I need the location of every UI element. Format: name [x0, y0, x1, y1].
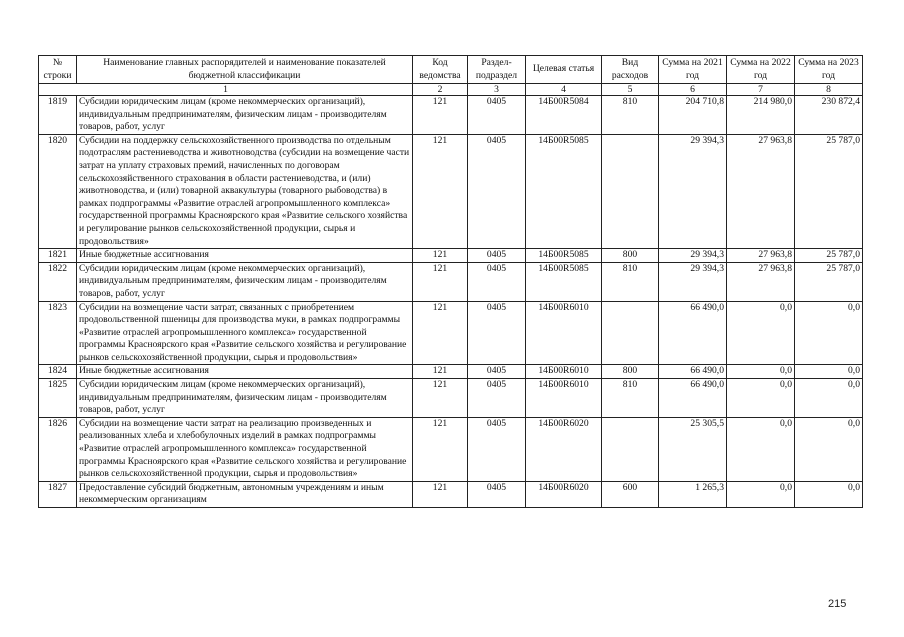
header-target: Целевая статья	[526, 56, 602, 84]
row-number: 1820	[39, 134, 77, 248]
row-sum-2021: 1 265,3	[659, 481, 727, 507]
row-dept-code: 121	[413, 417, 468, 481]
row-exptype: 810	[602, 379, 659, 418]
header-row	[39, 56, 863, 84]
row-dept-code: 121	[413, 379, 468, 418]
row-target: 14Б00R5084	[526, 96, 602, 135]
row-section: 0405	[468, 134, 526, 248]
row-name: Иные бюджетные ассигнования	[77, 249, 413, 263]
row-number: 1819	[39, 96, 77, 135]
colnum-8: 8	[795, 84, 863, 96]
row-exptype: 800	[602, 249, 659, 263]
row-name: Субсидии на возмещение части затрат на реализацию произведенных и реализованных хлеба и хлебобулочных изделий в рамках подпрограммы «Развитие отраслей агропромышленного комплекса» государственной программы Красноярского края «Развитие сельского хозяйства и регулирование рынков сельскохозяйственной продукции, сырья и продовольствия»	[77, 417, 413, 481]
row-target: 14Б00R5085	[526, 134, 602, 248]
row-number: 1826	[39, 417, 77, 481]
row-sum-2023: 0,0	[795, 301, 863, 365]
colnum-7: 7	[727, 84, 795, 96]
row-target: 14Б00R5085	[526, 262, 602, 301]
row-sum-2022: 27 963,8	[727, 134, 795, 248]
row-dept-code: 121	[413, 301, 468, 365]
row-section: 0405	[468, 96, 526, 135]
row-target: 14Б00R5085	[526, 249, 602, 263]
table-row	[39, 365, 863, 379]
header-sum-2021: Сумма на 2021 год	[659, 56, 727, 84]
row-sum-2023: 25 787,0	[795, 134, 863, 248]
row-name: Субсидии юридическим лицам (кроме некоммерческих организаций), индивидуальным предпринимателям, физическим лицам - производителям товаров, работ, услуг	[77, 96, 413, 135]
row-number: 1824	[39, 365, 77, 379]
row-exptype	[602, 417, 659, 481]
colnum-6: 6	[659, 84, 727, 96]
table-row	[39, 379, 863, 418]
row-target: 14Б00R6020	[526, 481, 602, 507]
row-dept-code: 121	[413, 365, 468, 379]
table-row	[39, 262, 863, 301]
row-section: 0405	[468, 379, 526, 418]
row-sum-2022: 0,0	[727, 379, 795, 418]
row-sum-2021: 66 490,0	[659, 301, 727, 365]
row-exptype: 600	[602, 481, 659, 507]
row-sum-2021: 66 490,0	[659, 379, 727, 418]
table-row	[39, 249, 863, 263]
row-sum-2021: 29 394,3	[659, 262, 727, 301]
row-section: 0405	[468, 262, 526, 301]
page-number: 215	[828, 598, 847, 610]
row-sum-2021: 29 394,3	[659, 249, 727, 263]
row-sum-2023: 25 787,0	[795, 262, 863, 301]
row-number: 1822	[39, 262, 77, 301]
row-sum-2021: 66 490,0	[659, 365, 727, 379]
table-row	[39, 417, 863, 481]
row-exptype: 810	[602, 96, 659, 135]
colnum-1: 1	[39, 84, 413, 96]
row-sum-2023: 25 787,0	[795, 249, 863, 263]
row-sum-2023: 0,0	[795, 417, 863, 481]
row-section: 0405	[468, 481, 526, 507]
row-exptype: 800	[602, 365, 659, 379]
row-name: Субсидии на поддержку сельскохозяйственного производства по отдельным подотраслям растениеводства и животноводства (субсидии на возмещение части затрат на уплату страховых премий, начисленных по договорам сельскохозяйственного страхования в области растениеводства, и (или) животноводства, и (или) товарной аквакультуры (товарного рыбоводства) в рамках подпрограммы «Развитие отраслей агропромышленного комплекса» государственной программы Красноярского края «Развитие сельского хозяйства и регулирование рынков сельскохозяйственной продукции, сырья и продовольствия»	[77, 134, 413, 248]
row-sum-2021: 204 710,8	[659, 96, 727, 135]
row-name: Предоставление субсидий бюджетным, автономным учреждениям и иным некоммерческим организациям	[77, 481, 413, 507]
budget-table-page	[38, 55, 862, 508]
row-exptype	[602, 301, 659, 365]
row-section: 0405	[468, 365, 526, 379]
row-target: 14Б00R6010	[526, 379, 602, 418]
row-sum-2023: 0,0	[795, 365, 863, 379]
row-sum-2022: 27 963,8	[727, 262, 795, 301]
row-dept-code: 121	[413, 96, 468, 135]
row-name: Иные бюджетные ассигнования	[77, 365, 413, 379]
row-number: 1823	[39, 301, 77, 365]
budget-table	[38, 55, 863, 508]
header-sum-2023: Сумма на 2023 год	[795, 56, 863, 84]
row-sum-2021: 25 305,5	[659, 417, 727, 481]
row-exptype: 810	[602, 262, 659, 301]
row-dept-code: 121	[413, 481, 468, 507]
row-name: Субсидии на возмещение части затрат, связанных с приобретением продовольственной пшеницы для производства муки, в рамках подпрограммы «Развитие отраслей агропромышленного комплекса» государственной программы Красноярского края «Развитие сельского хозяйства и регулирование рынков сельскохозяйственной продукции, сырья и продовольствия»	[77, 301, 413, 365]
colnum-4: 4	[526, 84, 602, 96]
table-row	[39, 481, 863, 507]
row-sum-2023: 0,0	[795, 481, 863, 507]
colnum-3: 3	[468, 84, 526, 96]
colnum-5: 5	[602, 84, 659, 96]
table-row	[39, 96, 863, 135]
header-exptype: Вид расходов	[602, 56, 659, 84]
header-section: Раздел-подраздел	[468, 56, 526, 84]
row-sum-2021: 29 394,3	[659, 134, 727, 248]
row-sum-2022: 27 963,8	[727, 249, 795, 263]
row-number: 1821	[39, 249, 77, 263]
row-target: 14Б00R6020	[526, 417, 602, 481]
row-dept-code: 121	[413, 249, 468, 263]
header-dept: Код ведомства	[413, 56, 468, 84]
row-name: Субсидии юридическим лицам (кроме некоммерческих организаций), индивидуальным предпринимателям, физическим лицам - производителям товаров, работ, услуг	[77, 262, 413, 301]
row-sum-2022: 214 980,0	[727, 96, 795, 135]
row-exptype	[602, 134, 659, 248]
row-sum-2023: 230 872,4	[795, 96, 863, 135]
colnum-2: 2	[413, 84, 468, 96]
row-name: Субсидии юридическим лицам (кроме некоммерческих организаций), индивидуальным предпринимателям, физическим лицам - производителям товаров, работ, услуг	[77, 379, 413, 418]
row-sum-2023: 0,0	[795, 379, 863, 418]
row-target: 14Б00R6010	[526, 365, 602, 379]
row-target: 14Б00R6010	[526, 301, 602, 365]
row-section: 0405	[468, 417, 526, 481]
header-row-no: № строки	[39, 56, 77, 84]
row-section: 0405	[468, 249, 526, 263]
row-sum-2022: 0,0	[727, 417, 795, 481]
row-section: 0405	[468, 301, 526, 365]
table-row	[39, 301, 863, 365]
header-sum-2022: Сумма на 2022 год	[727, 56, 795, 84]
column-number-row	[39, 84, 863, 96]
header-name: Наименование главных распорядителей и наименование показателей бюджетной классификации	[77, 56, 413, 84]
row-dept-code: 121	[413, 134, 468, 248]
row-dept-code: 121	[413, 262, 468, 301]
row-number: 1825	[39, 379, 77, 418]
table-row	[39, 134, 863, 248]
row-number: 1827	[39, 481, 77, 507]
row-sum-2022: 0,0	[727, 481, 795, 507]
row-sum-2022: 0,0	[727, 301, 795, 365]
row-sum-2022: 0,0	[727, 365, 795, 379]
